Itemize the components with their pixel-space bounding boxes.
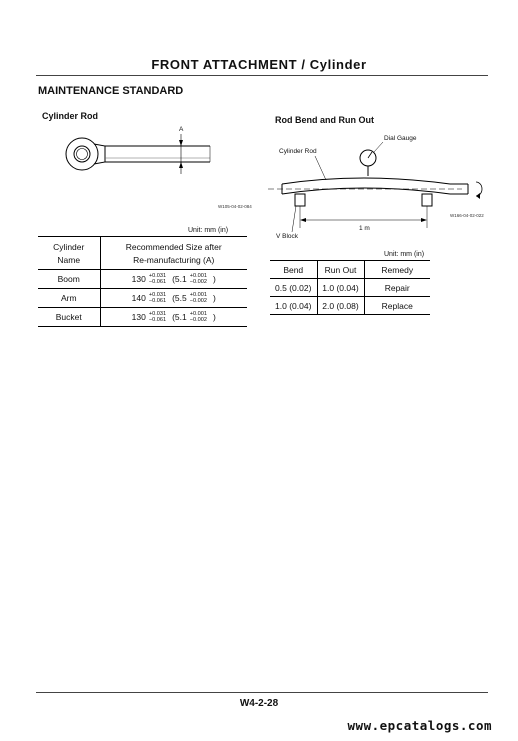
tol-minus: −0.061 [148,298,167,304]
table-row [38,308,247,327]
dimension-a-label: A [179,126,184,133]
footer-rule [36,692,488,693]
header-line: Name [57,254,81,265]
size-value [101,311,248,324]
header-line: Recommended Size after [125,241,222,252]
page-number: W4-2-28 [239,698,279,709]
cylinder-size-table [38,236,247,327]
size-in: (5.5 [172,293,187,303]
table-header-row [270,261,430,279]
cylinder-rod-figure [50,122,250,217]
tol-minus: −0.061 [148,279,167,285]
size-in: (5.1 [172,274,187,284]
size-mm: 130 [131,274,146,284]
table-row [270,297,430,315]
size-cell [100,289,247,308]
header-cylinder-name [38,237,100,270]
website-link[interactable]: www.epcatalogs.com [347,718,492,733]
paren-close: ) [213,274,216,284]
size-value [101,273,248,286]
tol-plus: +0.001 [189,310,208,317]
bend-value: 1.0 (0.04) [270,297,317,315]
tol-plus: +0.001 [189,272,208,279]
tolerance-in [190,292,207,305]
tol-minus: −0.061 [148,317,167,323]
dial-gauge-label: Dial Gauge [384,135,417,142]
header-line: Cylinder [53,241,85,252]
run-out-value: 1.0 (0.04) [317,279,364,297]
size-cell [100,270,247,289]
size-mm: 140 [131,293,146,303]
tol-minus: −0.002 [189,317,208,323]
rod-bend-figure [262,128,492,238]
size-cell [100,308,247,327]
cylinder-rod-heading: Cylinder Rod [42,111,99,121]
tolerance-mm [149,292,166,305]
cylinder-name: Bucket [38,308,100,327]
tolerance-mm [149,273,166,286]
paren-close: ) [213,293,216,303]
table-row [38,270,247,289]
span-label: 1 m [359,225,370,232]
tol-plus: +0.031 [148,310,167,317]
remedy-value: Repair [364,279,430,297]
tol-plus: +0.031 [148,272,167,279]
table-row [38,289,247,308]
figure-code-right: W166-04-02-022 [450,213,484,218]
tol-plus: +0.031 [148,291,167,298]
remedy-value: Replace [364,297,430,315]
tolerance-in [190,273,207,286]
tol-plus: +0.001 [189,291,208,298]
cylinder-name: Arm [38,289,100,308]
header-rule [36,75,488,76]
header-run-out: Run Out [317,261,364,279]
run-out-value: 2.0 (0.08) [317,297,364,315]
table-header-row [38,237,247,270]
paren-close: ) [213,312,216,322]
size-mm: 130 [131,312,146,322]
header-remedy: Remedy [364,261,430,279]
header-line: Re-manufacturing (A) [133,254,215,265]
rod-bend-heading: Rod Bend and Run Out [275,115,374,125]
tolerance-mm [149,311,166,324]
page-header-title: FRONT ATTACHMENT / Cylinder [151,57,367,72]
header-recommended-size [100,237,247,270]
tol-minus: −0.002 [189,298,208,304]
table-row [270,279,430,297]
size-in: (5.1 [172,312,187,322]
v-block-label: V Block [276,233,299,240]
unit-left: Unit: mm (in) [188,227,229,234]
bend-value: 0.5 (0.02) [270,279,317,297]
figure-code-left: W105-04-02-084 [218,204,252,209]
cylinder-rod-label: Cylinder Rod [279,148,317,155]
size-value [101,292,248,305]
header-bend: Bend [270,261,317,279]
unit-right: Unit: mm (in) [384,251,425,258]
cylinder-name: Boom [38,270,100,289]
tolerance-in [190,311,207,324]
rod-bend-table [270,260,430,315]
section-title: MAINTENANCE STANDARD [38,85,184,97]
tol-minus: −0.002 [189,279,208,285]
